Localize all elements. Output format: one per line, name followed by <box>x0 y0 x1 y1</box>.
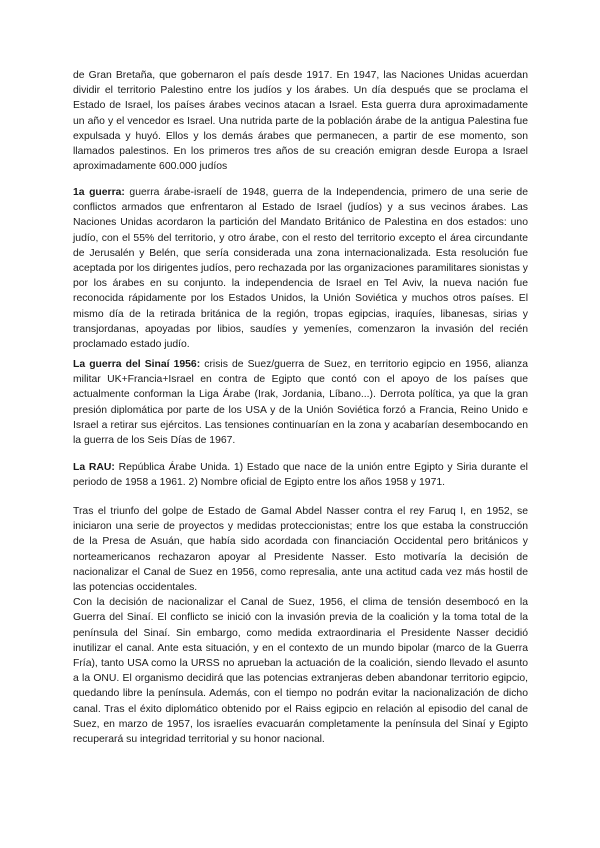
paragraph-text: República Árabe Unida. 1) Estado que nace de la unión entre Egipto y Siria durante el periodo de 1958 a 1961. 2) Nombre oficial de Egipto entre los años 1958 y 1971. <box>73 462 528 489</box>
term-heading: 1a guerra: <box>73 187 125 198</box>
term-heading: La RAU: <box>73 462 115 473</box>
paragraph-text: Tras el triunfo del golpe de Estado de Gamal Abdel Nasser contra el rey Faruq I, en 1952, se iniciaron una serie de proyectos y medidas proteccionistas; entre los que estaba la construcción de la Presa de Asuán, que había sido acordada con financiación Occidental pero británicos y norteamericanos rechazaron apoyar al Presidente Nasser. Esto motivaría la decisión de nacionalizar el Canal de Suez en 1956, como represalia, ante una actitud cada vez más hostil de las potencias occidentales. Con la decisión de nacionalizar el Canal de Suez, 1956, el clima de tensión desembocó en la Guerra del Sinaí. El conflicto se inició con la invasión previa de la coalición y la toma total de la península del Sinaí. Sin embargo, como medida extraordinaria el Presidente Nasser decidió inutilizar el canal. Ante esta situación, y en el contexto de un mundo bipolar (marco de la Guerra Fría), tanto USA como la URSS no aprueban la actuación de la coalición, siendo llevado el asunto a la ONU. El organismo decidirá que las potencias extranjeras deben abandonar territorio egipcio, quedando libre la península. Además, con el tiempo no podrán evitar la nacionalización de dicho canal. Tras el éxito diplomático obtenido por el Raiss egipcio en relación al episodio del canal de Suez, en marzo de 1957, los israelíes evacuarán completamente la península del Sinaí y Egipto recuperará su integridad territorial y su honor nacional. <box>73 506 528 746</box>
paragraph-primera-guerra <box>73 185 528 352</box>
paragraph-intro-continuation <box>73 68 528 174</box>
paragraph-rau <box>73 460 528 490</box>
paragraph-text: crisis de Suez/guerra de Suez, en territorio egipcio en 1956, alianza militar UK+Francia+Israel en contra de Egipto que contó con el apoyo de los países que actualmente conforman la Liga Árabe (Irak, Jordania, Líbano...). Derrota política, ya que la gran presión diplomática por parte de los USA y de la Unión Soviética forzó a Francia, Reino Unido e Israel a retirar sus ejércitos. Las tensiones continuarían en la zona y acabarían desembocando en la guerra de los Seis Días de 1967. <box>73 359 528 447</box>
paragraph-text: guerra árabe-israelí de 1948, guerra de la Independencia, primero de una serie de conflictos armados que enfrentaron al Estado de Israel (judíos) y a sus vecinos árabes. Las Naciones Unidas acordaron la partición del Mandato Británico de Palestina en dos estados: uno judío, con el 55% del territorio, y otro árabe, con el resto del territorio excepto el área circundante de Jerusalén y Belén, que sería considerada una zona internacionalizada. Esta resolución fue aceptada por los dirigentes judíos, pero rechazada por las organizaciones paramilitares sionistas y por los árabes en su conjunto. la independencia de Israel en Tel Aviv, la nueva nación fue reconocida rápidamente por los Estados Unidos, la Unión Soviética y muchos otros países. El mismo día de la retirada británica de la región, tropas egipcias, iraquíes, libanesas, sirias y transjordanas, apoyadas por libios, saudíes y yemeníes, comenzaron la invasión del recién proclamado estado judío. <box>73 187 528 351</box>
term-heading: La guerra del Sinaí 1956: <box>73 359 201 370</box>
paragraph-guerra-sinai <box>73 357 528 448</box>
paragraph-nasser <box>73 504 528 747</box>
paragraph-text: de Gran Bretaña, que gobernaron el país desde 1917. En 1947, las Naciones Unidas acuerdan dividir el territorio Palestino entre los judíos y los árabes. Un día después que se proclama el Estado de Israel, los países árabes vecinos atacan a Israel. Esta guerra dura aproximadamente un año y el vencedor es Israel. Una nutrida parte de la población árabe de la antigua Palestina fue expulsada y huyó. Ellos y los demás árabes que permanecen, a partir de ese momento, son llamados palestinos. En los primeros tres años de su creación emigran desde Europa a Israel aproximadamente 600.000 judíos <box>73 70 528 173</box>
